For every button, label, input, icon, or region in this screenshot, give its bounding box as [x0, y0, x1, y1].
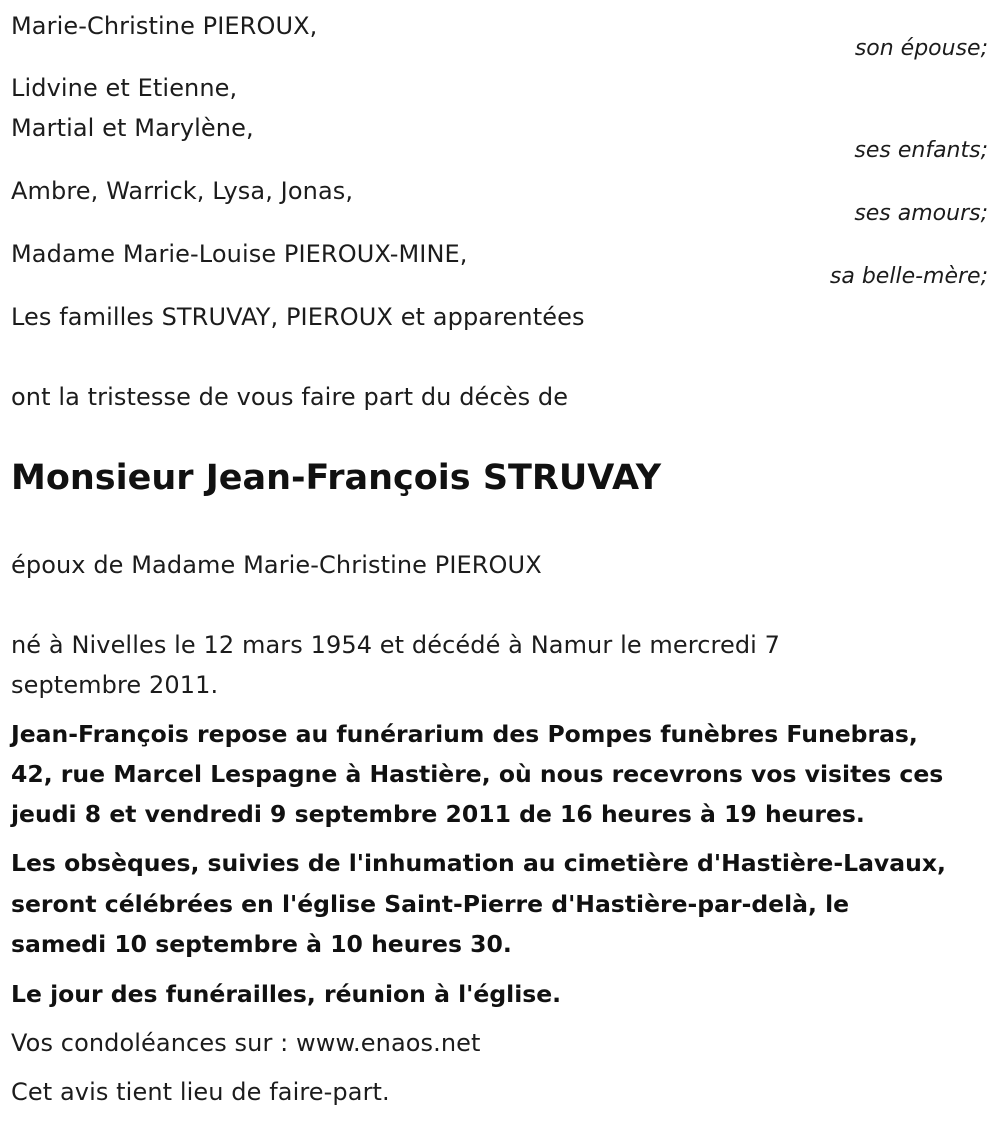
gathering-text: Le jour des funérailles, réunion à l'église.: [11, 980, 562, 1008]
funeral-line-1: Les obsèques, suivies de l'inhumation au cimetière d'Hastière-Lavaux,: [11, 849, 946, 877]
birth-death-line-2: septembre 2011.: [11, 671, 219, 699]
family-member-children-1: Lidvine et Etienne,: [11, 74, 238, 102]
viewing-line-2: 42, rue Marcel Lespagne à Hastière, où nous recevrons vos visites ces: [11, 760, 944, 788]
notice-text: Cet avis tient lieu de faire-part.: [11, 1078, 390, 1106]
funeral-line-2: seront célébrées en l'église Saint-Pierre d'Hastière-par-delà, le: [11, 890, 850, 918]
family-member-mother-in-law: Madame Marie-Louise PIEROUX-MINE,: [11, 240, 468, 268]
role-mother-in-law: sa belle-mère;: [829, 264, 988, 289]
funeral-line-3: samedi 10 septembre à 10 heures 30.: [11, 930, 512, 958]
role-children: ses enfants;: [854, 138, 988, 163]
deceased-name: Monsieur Jean-François STRUVAY: [11, 458, 662, 498]
role-spouse: son épouse;: [854, 36, 988, 61]
family-member-children-2: Martial et Marylène,: [11, 114, 254, 142]
viewing-line-1: Jean-François repose au funérarium des Pompes funèbres Funebras,: [11, 720, 918, 748]
spouse-of-text: époux de Madame Marie-Christine PIEROUX: [11, 551, 542, 579]
viewing-line-3: jeudi 8 et vendredi 9 septembre 2011 de 16 heures à 19 heures.: [11, 800, 865, 828]
role-grandchildren: ses amours;: [854, 201, 988, 226]
condolences-text: Vos condoléances sur : www.enaos.net: [11, 1029, 481, 1057]
announcement-text: ont la tristesse de vous faire part du décès de: [11, 383, 569, 411]
family-member-grandchildren: Ambre, Warrick, Lysa, Jonas,: [11, 177, 354, 205]
family-member-spouse: Marie-Christine PIEROUX,: [11, 12, 318, 40]
birth-death-line-1: né à Nivelles le 12 mars 1954 et décédé à Namur le mercredi 7: [11, 631, 781, 659]
family-member-families: Les familles STRUVAY, PIEROUX et apparentées: [11, 303, 585, 331]
